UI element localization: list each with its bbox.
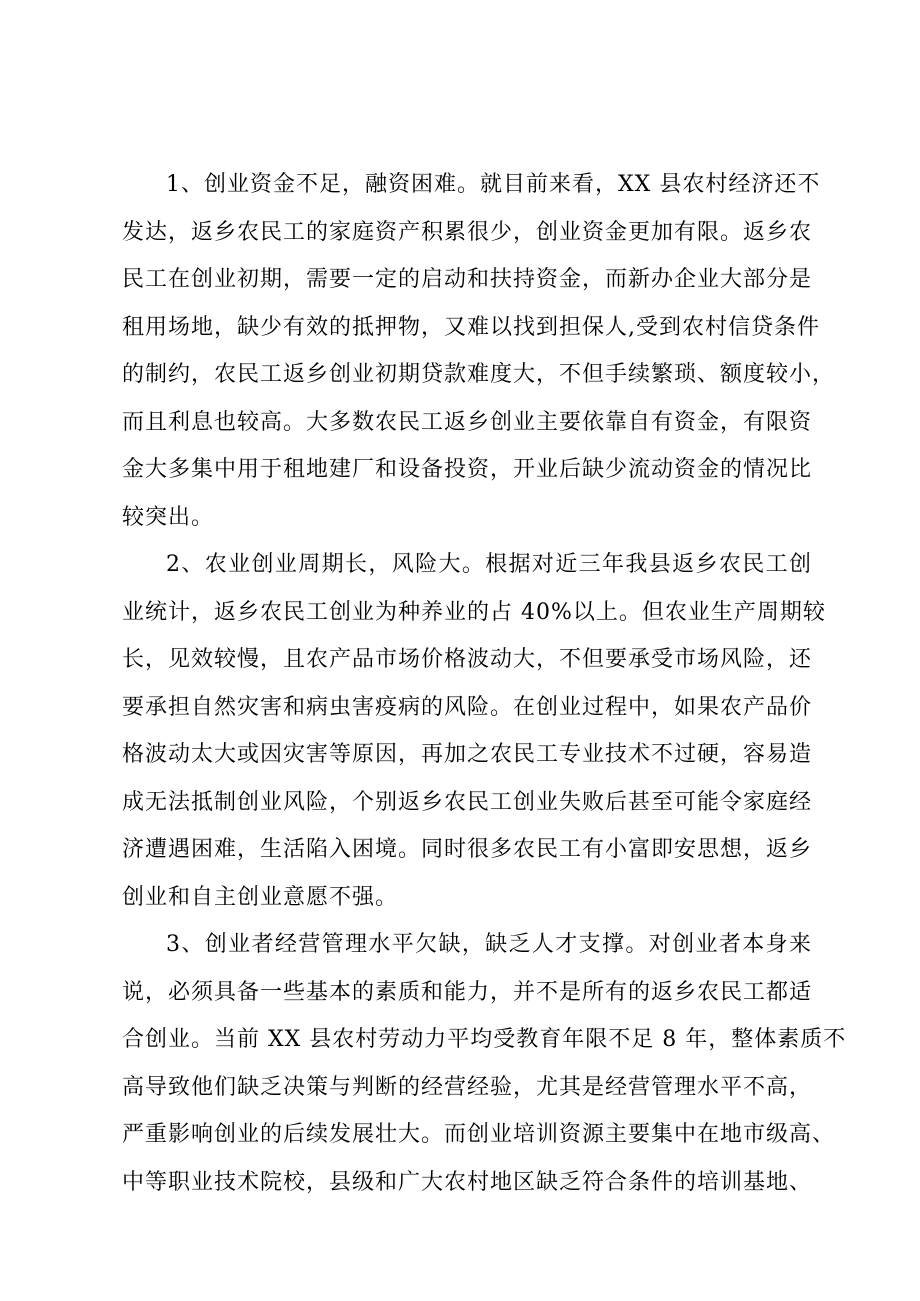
paragraph-line: 的制约，农民工返乡创业初期贷款难度大，不但手续繁琐、额度较小， [122, 362, 836, 387]
paragraph-line: 金大多集中用于租地建厂和设备投资，开业后缺少流动资金的情况比 [122, 457, 813, 482]
paragraph-line: 要承担自然灾害和病虫害疫病的风险。在创业过程中，如果农产品价 [122, 694, 813, 720]
paragraph-line: 较突出。 [122, 504, 215, 530]
paragraph-line: 而且利息也较高。大多数农民工返乡创业主要依靠自有资金，有限资 [122, 409, 813, 435]
paragraph-line: 济遭遇困难，生活陷入困境。同时很多农民工有小富即安思想，返乡 [122, 837, 813, 862]
paragraph-line: 成无法抵制创业风险，个别返乡农民工创业失败后甚至可能令家庭经 [122, 789, 813, 815]
paragraph-line: 中等职业技术院校，县级和广大农村地区缺乏符合条件的培训基地、 [122, 1169, 813, 1195]
paragraph-line: 说，必须具备一些基本的素质和能力，并不是所有的返乡农民工都适 [122, 979, 813, 1005]
paragraph-line: 合创业。当前 XX 县农村劳动力平均受教育年限不足 8 年，整体素质不 [122, 1027, 847, 1052]
paragraph-line: 高导致他们缺乏决策与判断的经营经验，尤其是经营管理水平不高， [122, 1074, 813, 1100]
paragraph-line: 3、创业者经营管理水平欠缺，缺乏人才支撑。对创业者本身来 [166, 932, 812, 957]
paragraph-line: 业统计，返乡农民工创业为种养业的占 40%以上。但农业生产周期较 [122, 599, 826, 625]
paragraph-line: 1、创业资金不足，融资困难。就目前来看，XX 县农村经济还不 [166, 172, 821, 197]
paragraph-line: 租用场地，缺少有效的抵押物，又难以找到担保人,受到农村信贷条件 [122, 314, 820, 340]
paragraph-2 [122, 541, 826, 921]
paragraph-line: 发达，返乡农民工的家庭资产积累很少，创业资金更加有限。返乡农 [122, 219, 813, 245]
paragraph-line: 长，见效较慢，且农产品市场价格波动大，不但要承受市场风险，还 [122, 647, 813, 672]
paragraph-line: 创业和自主创业意愿不强。 [122, 884, 399, 910]
paragraph-line: 格波动太大或因灾害等原因，再加之农民工专业技术不过硬，容易造 [122, 742, 813, 767]
document-body [122, 161, 847, 1206]
paragraph-1 [122, 161, 836, 541]
paragraph-line: 2、农业创业周期长，风险大。根据对近三年我县返乡农民工创 [166, 552, 812, 577]
paragraph-line: 严重影响创业的后续发展壮大。而创业培训资源主要集中在地市级高、 [122, 1122, 836, 1147]
paragraph-3 [122, 921, 847, 1206]
paragraph-line: 民工在创业初期，需要一定的启动和扶持资金，而新办企业大部分是 [122, 267, 813, 292]
